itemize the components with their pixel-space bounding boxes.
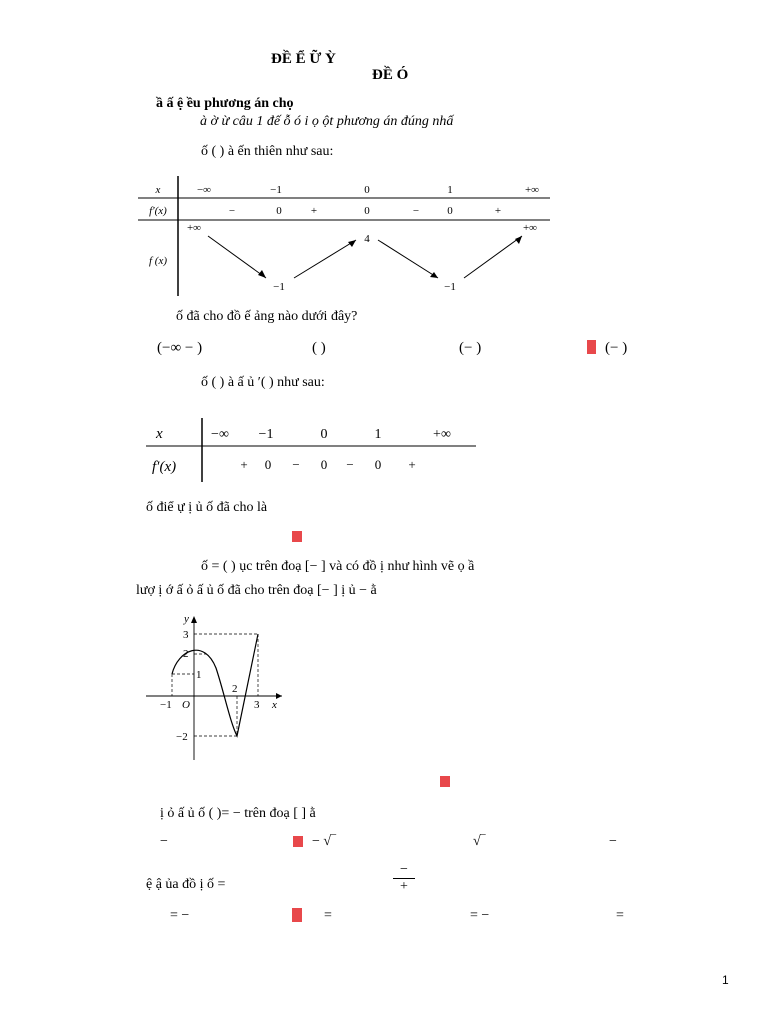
q5-option-c[interactable]: = −	[470, 908, 490, 923]
q2-fp-sign: 0	[264, 457, 272, 472]
graph-tick: 3	[254, 699, 260, 711]
q2-fp-sign: 0	[374, 457, 382, 472]
q2-fp-sign: +	[408, 457, 416, 472]
q1-x-value: −∞	[196, 184, 212, 196]
q1-fp-label: f′(x)	[149, 205, 167, 217]
q5-stem: ệ ậ ủa đồ ị ố =	[146, 877, 226, 892]
q1-fp-sign: 0	[447, 205, 453, 217]
graph-tick: 1	[196, 669, 202, 681]
q1-variation-table	[136, 174, 552, 298]
q1-x-value: −1	[270, 184, 282, 196]
q1-x-label: x	[155, 184, 161, 196]
q3-line1: ố = ( ) ục trên đoạ [− ] và có đồ ị như hình vẽ ọ ầ	[201, 559, 475, 574]
graph-tick: −2	[176, 731, 188, 743]
q4-option-b[interactable]: − √‾	[312, 834, 336, 849]
graph-tick: 2	[183, 648, 189, 660]
exam-subtitle: ĐỀ Ó	[372, 67, 409, 83]
q3-function-graph	[144, 612, 294, 762]
q3-line2: lượ ị ớ ấ ỏ ấ ủ ố đã cho trên đoạ [− ] ị ủ − ằ	[136, 583, 377, 598]
q1-f-value: +∞	[186, 222, 202, 234]
q5-option-b[interactable]: =	[324, 908, 332, 923]
graph-y-axis-label: y	[184, 613, 189, 625]
exam-title: ĐỀ Ể Ữ Ỳ	[271, 51, 336, 67]
q4-option-c[interactable]: √‾	[473, 834, 486, 849]
q2-fp-sign: −	[292, 457, 300, 472]
q2-x-label: x	[156, 426, 163, 442]
q2-fp-sign: −	[346, 457, 354, 472]
q5-fraction-denominator: +	[400, 879, 408, 894]
q2-x-value: +∞	[433, 427, 451, 442]
q2-question: ố điể ự ị ủ ố đã cho là	[146, 500, 268, 515]
q1-f-value: +∞	[522, 222, 538, 234]
answer-marker	[293, 836, 303, 847]
q1-option-c[interactable]: (− )	[459, 340, 482, 356]
graph-origin-label: O	[182, 699, 190, 711]
q1-f-value: −1	[273, 281, 285, 293]
answer-marker	[440, 776, 450, 787]
answer-marker	[587, 340, 596, 354]
section-heading: ầ ấ ệ ều phương án chọ	[156, 96, 294, 111]
q2-x-value: 1	[374, 427, 382, 442]
q2-fp-sign: 0	[320, 457, 328, 472]
q2-stem: ố ( ) à ấ ủ ′( ) như sau:	[201, 375, 325, 390]
graph-x-axis-label: x	[272, 699, 277, 711]
answer-marker	[292, 908, 302, 922]
q2-x-value: −∞	[211, 427, 229, 442]
q2-fp-label: f′(x)	[152, 459, 177, 475]
q1-option-b[interactable]: ( )	[312, 340, 326, 356]
q5-option-d[interactable]: =	[616, 908, 624, 923]
q4-stem: ị ỏ ấ ủ ố ( )= − trên đoạ [ ] ằ	[160, 806, 316, 821]
q1-fp-sign: +	[310, 205, 318, 217]
q1-fp-sign: 0	[276, 205, 282, 217]
section-instruction: à ờ ừ câu 1 đế ỗ ó i ọ ột phương án đúng nhấ	[200, 114, 454, 129]
q1-x-value: 1	[447, 184, 453, 196]
page-number: 1	[722, 973, 729, 987]
q1-fp-sign: 0	[364, 205, 370, 217]
q5-fraction	[393, 862, 415, 895]
q4-option-a[interactable]: −	[160, 834, 168, 849]
q1-x-value: 0	[364, 184, 370, 196]
q1-x-value: +∞	[524, 184, 540, 196]
q1-question: ố đã cho đồ ế ảng nào dưới đây?	[176, 309, 358, 324]
q4-option-d[interactable]: −	[609, 834, 617, 849]
graph-tick: 2	[232, 683, 238, 695]
q5-option-a[interactable]: = −	[170, 908, 190, 923]
q1-option-d[interactable]: (− )	[605, 340, 628, 356]
q2-sign-table	[144, 416, 480, 484]
q1-option-a[interactable]: (−∞ − )	[157, 340, 203, 356]
graph-tick: −1	[160, 699, 172, 711]
q1-fp-sign: −	[228, 205, 236, 217]
q1-stem: ố ( ) à ến thiên như sau:	[201, 144, 334, 159]
q1-f-value: 4	[364, 233, 370, 245]
q1-fp-sign: +	[494, 205, 502, 217]
q5-fraction-numerator: −	[393, 862, 415, 879]
q1-fp-sign: −	[412, 205, 420, 217]
q1-f-label: f (x)	[148, 255, 168, 267]
q1-f-value: −1	[444, 281, 456, 293]
q2-fp-sign: +	[240, 457, 248, 472]
q2-x-value: −1	[258, 427, 274, 442]
graph-tick: 3	[183, 629, 189, 641]
q2-x-value: 0	[320, 427, 328, 442]
answer-marker	[292, 531, 302, 542]
